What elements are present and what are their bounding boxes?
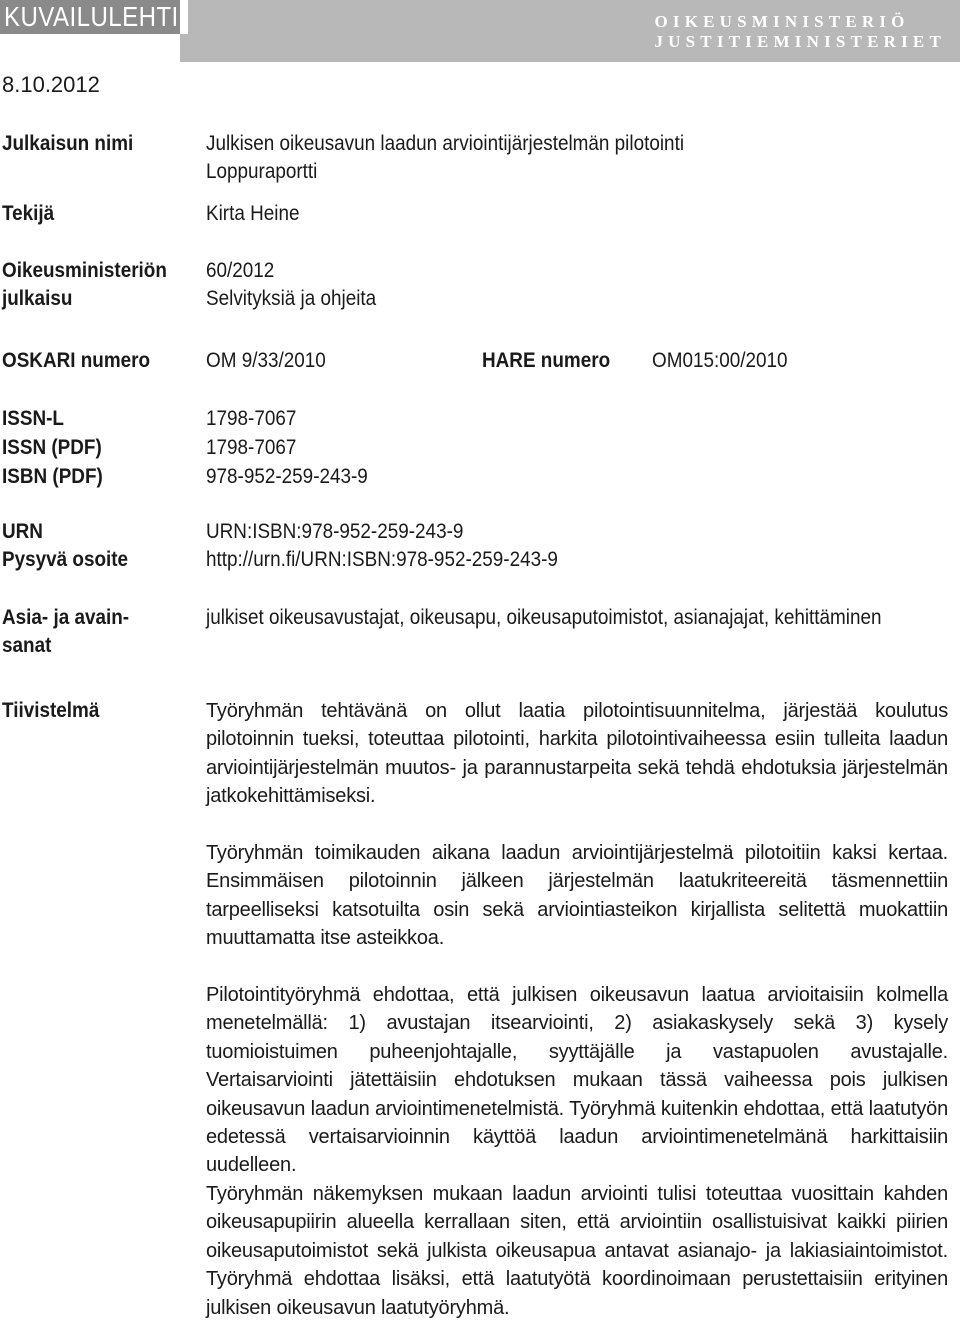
label-pysyva-osoite: Pysyvä osoite xyxy=(2,548,129,571)
label-julkaisu-1: Oikeusministeriön xyxy=(2,259,167,282)
header-gray-bar xyxy=(188,0,960,62)
label-asiasanat-2: sanat xyxy=(2,634,52,657)
label-issn-l: ISSN-L xyxy=(2,407,64,430)
value-pysyva-osoite: http://urn.fi/URN:ISBN:978-952-259-243-9 xyxy=(206,548,558,571)
value-hare: OM015:00/2010 xyxy=(652,349,788,372)
ministry-name-sv: JUSTITIEMINISTERIET xyxy=(654,32,946,51)
header-title: KUVAILULEHTI xyxy=(4,1,179,32)
value-julkaisun-nimi-2: Loppuraportti xyxy=(206,160,318,183)
label-julkaisu-2: julkaisu xyxy=(2,287,73,310)
label-asiasanat-1: Asia- ja avain- xyxy=(2,606,130,629)
value-issn-pdf: 1798-7067 xyxy=(206,436,297,459)
label-issn-pdf: ISSN (PDF) xyxy=(2,436,102,459)
abstract-paragraph-4: Työryhmän näkemyksen mukaan laadun arviointi tulisi toteuttaa vuosittain kahden oikeusapupiirin alueella kerrallaan siten, että arviointiin osallistuisivat kaikki piirien oikeusaputoimistot sekä julkista oikeusapua antavat asianajo- ja lakiasiaintoimistot. Työryhmä ehdottaa lisäksi, että laatutyötä koordinoimaan perustettaisiin erityinen julkisen oikeusavun laatutyöryhmä. xyxy=(206,1183,948,1319)
label-isbn-pdf: ISBN (PDF) xyxy=(2,465,103,488)
label-urn: URN xyxy=(2,520,43,543)
header-banner xyxy=(0,0,960,62)
value-julkaisun-nimi-1: Julkisen oikeusavun laadun arviointijärjestelmän pilotointi xyxy=(206,132,685,155)
value-issn-l: 1798-7067 xyxy=(206,407,297,430)
value-isbn-pdf: 978-952-259-243-9 xyxy=(206,465,368,488)
document-date: 8.10.2012 xyxy=(2,72,100,97)
value-tekija: Kirta Heine xyxy=(206,202,300,225)
label-tiivistelma: Tiivistelmä xyxy=(2,699,100,722)
value-oskari: OM 9/33/2010 xyxy=(206,349,326,372)
abstract-paragraph-1: Työryhmän tehtävänä on ollut laatia pilotointisuunnitelma, järjestää koulutus pilotoinnin tueksi, toteuttaa pilotointi, harkita pilotointivaiheessa esiin tulleita laadun arviointijärjestelmän muutos- ja parannustarpeita sekä tehdä ehdotuksia järjestelmän jatkokehittämiseksi. xyxy=(206,700,948,808)
value-urn: URN:ISBN:978-952-259-243-9 xyxy=(206,520,464,543)
abstract-paragraph-2: Työryhmän toimikauden aikana laadun arviointijärjestelmä pilotoitiin kaksi kertaa. Ensimmäisen pilotoinnin jälkeen järjestelmän laatukriteereitä täsmennettiin tarpeelliseksi katsotuilta osin sekä arviointiasteikon kirjallista selitettä muokattiin muuttamatta itse asteikkoa. xyxy=(206,842,948,950)
header-bar-connector xyxy=(180,34,188,62)
label-julkaisun-nimi: Julkaisun nimi xyxy=(2,132,134,155)
value-julkaisu-1: 60/2012 xyxy=(206,259,275,282)
label-hare: HARE numero xyxy=(482,349,611,372)
ministry-name-fi: OIKEUSMINISTERIÖ xyxy=(654,12,910,31)
ministry-logo xyxy=(654,12,946,52)
label-tekija: Tekijä xyxy=(2,202,55,225)
value-julkaisu-2: Selvityksiä ja ohjeita xyxy=(206,287,377,310)
abstract-paragraph-3: Pilotointityöryhmä ehdottaa, että julkisen oikeusavun laatua arvioitaisiin kolmella menetelmällä: 1) avustajan itsearviointi, 2) asiakaskysely sekä 3) kysely tuomioistuimen puheenjohtajalle, syyttäjälle ja vastapuolen avustajalle. Vertaisarviointi jätettäisiin ehdotuksen mukaan tässä vaiheessa pois julkisen oikeusavun laadun arviointimenetelmistä. Työryhmä kuitenkin ehdottaa, että laatutyön edetessä vertaisarvioinnin käyttöä laadun arviointimenetelmänä harkittaisiin uudelleen. xyxy=(206,984,948,1177)
label-oskari: OSKARI numero xyxy=(2,349,151,372)
header-title-box xyxy=(0,0,180,34)
value-asiasanat: julkiset oikeusavustajat, oikeusapu, oikeusaputoimistot, asianajajat, kehittäminen xyxy=(206,606,882,629)
